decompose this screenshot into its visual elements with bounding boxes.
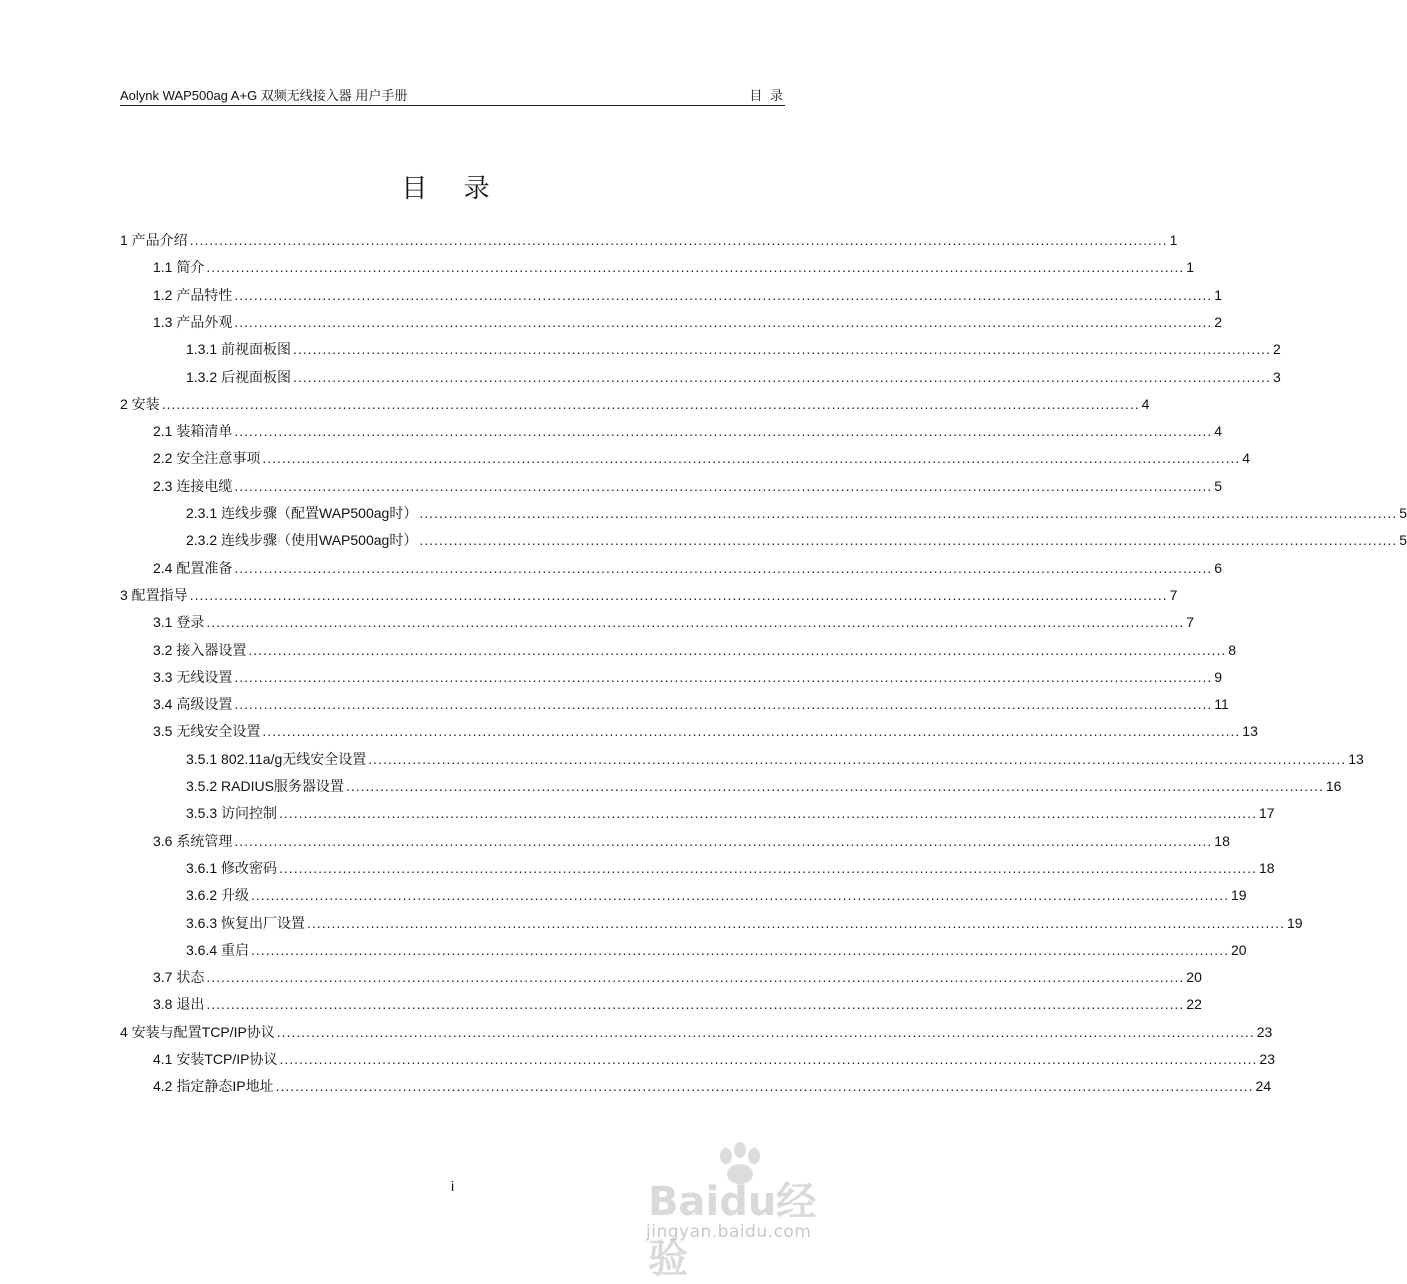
toc-entry-label: 3.5.3 访问控制 — [186, 805, 278, 822]
toc-entry-label: 1.3 产品外观 — [153, 313, 233, 330]
toc-entry[interactable] — [186, 776, 1342, 796]
page-number: i — [450, 1178, 455, 1194]
toc-leader-dots: ........................................................................................................................................................................................................ — [368, 750, 1347, 767]
toc-entry-page: 23 — [1259, 1051, 1275, 1067]
toc-entry[interactable] — [153, 421, 1223, 441]
toc-leader-dots: ........................................................................................................................................................................................................ — [234, 832, 1213, 849]
toc-entry-label: 1.3.2 后视面板图 — [186, 368, 292, 385]
toc-entry-label: 3.6.3 恢复出厂设置 — [186, 914, 306, 931]
toc-entry-label: 3.7 状态 — [153, 969, 205, 986]
toc-entry[interactable] — [120, 230, 1178, 250]
toc-entry-label: 4 安装与配置TCP/IP协议 — [120, 1023, 275, 1040]
toc-leader-dots: ........................................................................................................................................................................................................ — [279, 859, 1257, 876]
toc-leader-dots: ........................................................................................................................................................................................................ — [189, 586, 1168, 603]
toc-leader-dots: ........................................................................................................................................................................................................ — [293, 368, 1271, 385]
toc-entry-label: 3.5.1 802.11a/g无线安全设置 — [186, 750, 367, 767]
toc-leader-dots: ........................................................................................................................................................................................................ — [276, 1023, 1255, 1040]
toc-entry-page: 2 — [1272, 341, 1281, 358]
toc-entry[interactable] — [153, 640, 1237, 660]
toc-entry-page: 7 — [1186, 614, 1195, 631]
toc-entry[interactable] — [186, 530, 1407, 550]
toc-entry-page: 1 — [1169, 232, 1178, 248]
toc-entry-page: 18 — [1258, 859, 1275, 876]
toc-leader-dots: ........................................................................................................................................................................................................ — [262, 723, 1241, 740]
toc-entry[interactable] — [153, 721, 1258, 741]
toc-entry-page: 9 — [1214, 668, 1223, 685]
toc-leader-dots: ........................................................................................................................................................................................................ — [251, 887, 1229, 904]
toc-entry-label: 1.1 简介 — [153, 259, 205, 276]
toc-leader-dots: ........................................................................................................................................................................................................ — [345, 778, 1324, 794]
toc-entry[interactable] — [186, 858, 1275, 878]
toc-entry-label: 2.2 安全注意事项 — [153, 450, 261, 467]
toc-leader-dots: ........................................................................................................................................................................................................ — [275, 1078, 1254, 1095]
toc-leader-dots: ........................................................................................................................................................................................................ — [234, 668, 1213, 685]
toc-entry-label: 1 产品介绍 — [120, 232, 188, 248]
toc-entry-page: 19 — [1230, 887, 1247, 904]
toc-leader-dots: ........................................................................................................................................................................................................ — [206, 259, 1185, 276]
toc-entry-label: 3.8 退出 — [153, 996, 205, 1013]
toc-entry-label: 2.3 连接电缆 — [153, 477, 233, 494]
toc-entry-label: 3 配置指导 — [120, 586, 188, 603]
toc-entry-label: 3.2 接入器设置 — [153, 641, 247, 658]
toc-entry-page: 7 — [1169, 586, 1178, 603]
toc-entry-label: 3.5.2 RADIUS服务器设置 — [186, 778, 344, 794]
toc-entry-page: 20 — [1186, 969, 1202, 986]
toc-entry-label: 3.1 登录 — [153, 614, 205, 631]
toc-entry-page: 4 — [1141, 395, 1150, 412]
toc-entry[interactable] — [186, 913, 1303, 933]
toc-leader-dots: ........................................................................................................................................................................................................ — [262, 450, 1241, 467]
toc-entry-page: 11 — [1214, 696, 1229, 713]
toc-entry[interactable] — [186, 940, 1247, 960]
toc-entry-page: 23 — [1256, 1023, 1273, 1040]
toc-entry-page: 16 — [1325, 778, 1342, 794]
watermark-brand: Baidu经验 — [648, 1179, 817, 1282]
toc-leader-dots: ........................................................................................................................................................................................................ — [234, 423, 1213, 440]
toc-entry[interactable] — [153, 1076, 1272, 1096]
toc-leader-dots: ........................................................................................................................................................................................................ — [248, 641, 1227, 658]
toc-entry[interactable] — [153, 448, 1251, 468]
toc-leader-dots: ........................................................................................................................................................................................................ — [206, 996, 1185, 1013]
toc-leader-dots: ........................................................................................................................................................................................................ — [279, 805, 1257, 822]
toc-entry-label: 3.4 高级设置 — [153, 696, 233, 713]
header-title: Aolynk WAP500ag A+G 双频无线接入器 用户手册 — [120, 88, 408, 103]
toc-entry[interactable] — [153, 476, 1223, 496]
page-header — [120, 88, 785, 106]
toc-entry[interactable] — [153, 1049, 1275, 1069]
toc-entry-page: 3 — [1272, 368, 1281, 385]
toc-entry-page: 2 — [1214, 313, 1223, 330]
toc-entry-page: 17 — [1258, 805, 1275, 822]
toc-entry-label: 3.6 系统管理 — [153, 832, 233, 849]
toc-leader-dots: ........................................................................................................................................................................................................ — [189, 232, 1168, 248]
toc-entry-page: 19 — [1286, 914, 1303, 931]
toc-leader-dots: ........................................................................................................................................................................................................ — [234, 286, 1213, 303]
toc-leader-dots: ........................................................................................................................................................................................................ — [307, 914, 1285, 931]
watermark — [640, 1140, 855, 1282]
toc-entry-label: 2 安装 — [120, 395, 160, 412]
toc-entry[interactable] — [153, 667, 1223, 687]
page-title: 目 录 — [401, 174, 504, 204]
toc-leader-dots: ........................................................................................................................................................................................................ — [234, 559, 1213, 576]
toc-entry-page: 5 — [1399, 532, 1407, 549]
toc-leader-dots: ........................................................................................................................................................................................................ — [251, 941, 1229, 958]
toc-entry[interactable] — [153, 694, 1229, 714]
toc-entry[interactable] — [120, 394, 1150, 414]
toc-entry-page: 1 — [1186, 259, 1195, 276]
toc-leader-dots: ........................................................................................................................................................................................................ — [206, 614, 1185, 631]
toc-entry-label: 4.1 安装TCP/IP协议 — [153, 1051, 278, 1067]
toc-entry-label: 3.6.4 重启 — [186, 941, 250, 958]
toc-entry-page: 13 — [1348, 750, 1364, 767]
toc-entry-label: 4.2 指定静态IP地址 — [153, 1078, 274, 1095]
toc-entry-label: 2.3.1 连线步骤（配置WAP500ag时） — [186, 505, 418, 521]
toc-entry-page: 4 — [1242, 450, 1251, 467]
toc-leader-dots: ........................................................................................................................................................................................................ — [234, 313, 1213, 330]
toc-entry[interactable] — [153, 257, 1195, 277]
toc-entry-label: 3.3 无线设置 — [153, 668, 233, 685]
toc-entry[interactable] — [186, 339, 1281, 359]
toc-entry-page: 5 — [1214, 477, 1223, 494]
toc-entry-page: 8 — [1228, 641, 1237, 658]
toc-entry-page: 1 — [1214, 286, 1223, 303]
toc-leader-dots: ........................................................................................................................................................................................................ — [279, 1051, 1258, 1067]
toc-leader-dots: ........................................................................................................................................................................................................ — [419, 505, 1398, 521]
toc-entry[interactable] — [153, 831, 1230, 851]
toc-entry[interactable] — [186, 885, 1247, 905]
toc-entry-label: 3.6.1 修改密码 — [186, 859, 278, 876]
toc-entry-page: 13 — [1242, 723, 1258, 740]
toc-entry-label: 3.6.2 升级 — [186, 887, 250, 904]
toc-entry-page: 22 — [1186, 996, 1202, 1013]
toc-leader-dots: ........................................................................................................................................................................................................ — [419, 532, 1398, 549]
toc-entry[interactable] — [186, 749, 1364, 769]
toc-leader-dots: ........................................................................................................................................................................................................ — [293, 341, 1271, 358]
toc-entry-label: 3.5 无线安全设置 — [153, 723, 261, 740]
toc-leader-dots: ........................................................................................................................................................................................................ — [234, 477, 1213, 494]
toc-leader-dots: ........................................................................................................................................................................................................ — [161, 395, 1140, 412]
toc-leader-dots: ........................................................................................................................................................................................................ — [234, 696, 1213, 713]
toc-entry[interactable] — [186, 367, 1281, 387]
toc-entry[interactable] — [153, 967, 1202, 987]
toc-entry[interactable] — [153, 994, 1202, 1014]
toc-entry-page: 6 — [1214, 559, 1223, 576]
toc-entry[interactable] — [153, 285, 1223, 305]
toc-entry-page: 5 — [1399, 505, 1407, 521]
toc-entry-page: 4 — [1214, 423, 1223, 440]
toc-entry-page: 20 — [1230, 941, 1247, 958]
toc-entry[interactable] — [120, 1022, 1273, 1042]
toc-entry-label: 2.1 装箱清单 — [153, 423, 233, 440]
toc-entry[interactable] — [120, 585, 1178, 605]
toc-entry-label: 2.3.2 连线步骤（使用WAP500ag时） — [186, 532, 418, 549]
toc-leader-dots: ........................................................................................................................................................................................................ — [206, 969, 1185, 986]
header-section: 目 录 — [749, 88, 785, 103]
toc-entry-page: 24 — [1255, 1078, 1272, 1095]
toc-entry[interactable] — [186, 503, 1407, 523]
watermark-url: jingyan.baidu.com — [646, 1222, 812, 1242]
toc-entry[interactable] — [153, 612, 1195, 632]
toc-entry-label: 1.3.1 前视面板图 — [186, 341, 292, 358]
toc-entry-label: 1.2 产品特性 — [153, 286, 233, 303]
toc-entry[interactable] — [153, 558, 1223, 578]
toc-entry[interactable] — [153, 312, 1223, 332]
toc-entry-page: 18 — [1214, 832, 1230, 849]
toc-entry[interactable] — [186, 803, 1275, 823]
toc-entry-label: 2.4 配置准备 — [153, 559, 233, 576]
